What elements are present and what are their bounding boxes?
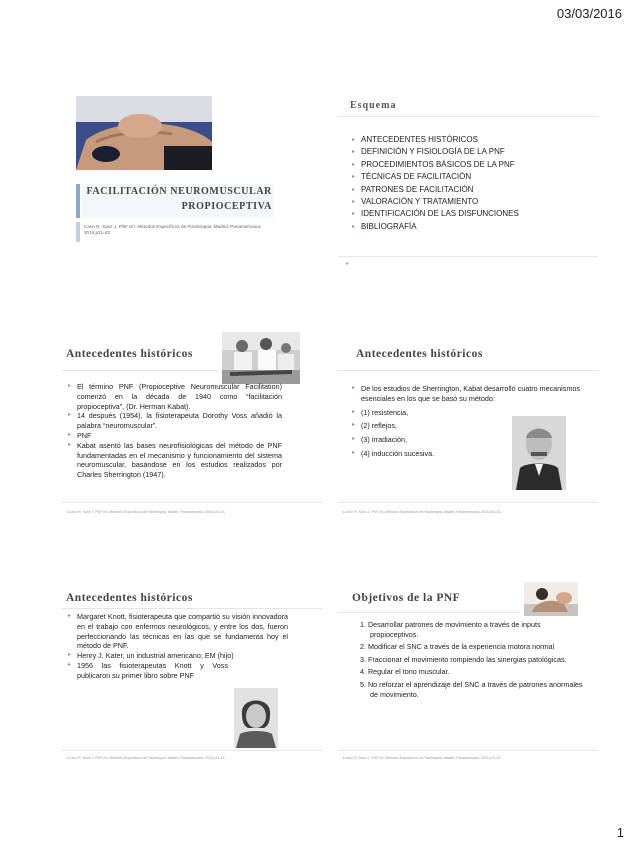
historic-group-photo: [222, 332, 300, 384]
slide-objectives: [338, 572, 598, 762]
list-item: ▸ Kabat asentó las bases neurofisiológicas del método de PNF fundamentadas en el mecanismo y funcionamiento del sistema neuromuscular, basándose en los estudios realizados por Charles Sherrington (1947).: [68, 441, 282, 480]
outline-list: [352, 134, 592, 233]
list-item: ▸ Henry J. Kater, un industrial americano; EM (hijo): [68, 651, 288, 661]
title-separator: [338, 612, 520, 613]
slide-main-title-line2: PROPIOCEPTIVA: [181, 201, 272, 212]
slide-title: [62, 88, 322, 278]
slide-main-title-line1: FACILITACIÓN NEUROMUSCULAR: [86, 186, 272, 197]
title-accent-bar: [76, 184, 80, 218]
footer-separator: [338, 750, 598, 751]
citation: Cano R, Sanz J. PNF En: Métodos Específicos de Fisioterapia. Madrid: Panamericana; 2015 p31-43.: [84, 224, 262, 236]
page-number: 1: [616, 825, 624, 840]
objectives-list: [356, 620, 584, 702]
slide-outline: [338, 88, 598, 278]
list-item: ▸ 1956 las fisioterapeutas Knott y Voss publicaron su primer libro sobre PNF: [68, 661, 288, 681]
list-item: 2. Modificar el SNC a través de la experiencia motora normal: [360, 642, 555, 652]
list-item: 1. Desarrollar patrones de movimiento a través de inputs propioceptivos.: [360, 620, 541, 639]
footer-separator: [338, 502, 598, 503]
title-separator: [338, 370, 598, 371]
document-date: 03/03/2016: [556, 6, 622, 21]
list-item: ▸ (1) resistencia,: [352, 408, 584, 418]
slide-title: Antecedentes históricos: [66, 592, 193, 604]
slide-history-3: [62, 572, 322, 762]
history-list: [68, 382, 282, 480]
history-list: [68, 612, 288, 681]
slide-footer: ▸ Cano R, Sanz J. PNF En: Métodos Específicos de Fisioterapia. Madrid: Panamericana; 2015 p31-43.: [343, 756, 501, 760]
therapy-photo: [76, 96, 212, 170]
list-item: ▸ Margaret Knott, fisioterapeuta que compartió su visión innovadora en el trabajo con enfermos neurológicos, y entre los dos, fueron perfeccionando las técnicas en las que se fundamenta hoy el método de PNF.: [68, 612, 288, 651]
list-item: 5. No reforzar el aprendizaje del SNC a través de patrones anormales de movimiento.: [360, 679, 583, 699]
list-item: ▸ TÉCNICAS DE FACILITACIÓN: [352, 171, 592, 183]
slide-title: Antecedentes históricos: [356, 348, 483, 360]
list-item: ▸ El término PNF (Propioceptive Neuromuscular Facilitation) comenzó en la década de 1940 como “facilitación propioceptiva”, (Dr. Herman Kabat).: [68, 382, 282, 411]
list-item: ▸ 14 después (1954), la fisioterapeuta Dorothy Voss añadió la palabra “neuromuscular”.: [68, 411, 282, 431]
list-item: ▸ (2) reflejos,: [352, 421, 584, 431]
list-item: ▸ (3) irradiación,: [352, 435, 584, 445]
title-separator: [338, 116, 598, 117]
list-item: ▸ De los estudios de Sherrington, Kabat desarrolló cuatro mecanismos esenciales en los que se basó su método:: [352, 384, 584, 404]
slide-title: Objetivos de la PNF: [352, 592, 461, 604]
list-item: 3. Fraccionar el movimiento rompiendo las sinergias patológicas.: [360, 654, 567, 664]
list-item: ▸ PNF: [68, 431, 282, 441]
slide-history-1: [62, 330, 322, 520]
list-item: ▸ BIBLIOGRAFÍA: [352, 221, 592, 233]
list-item: ▸ IDENTIFICACIÓN DE LAS DISFUNCIONES: [352, 208, 592, 220]
slide-title: Antecedentes históricos: [66, 348, 193, 360]
list-item: ▸ VALORACIÓN Y TRATAMIENTO: [352, 196, 592, 208]
slide-footer: ▸ Cano R, Sanz J. PNF En: Métodos Específicos de Fisioterapia. Madrid: Panamericana; 2015 p31-43.: [67, 510, 225, 514]
footer-separator: [338, 256, 598, 257]
list-item: ▸ ANTECEDENTES HISTÓRICOS: [352, 134, 592, 146]
list-item: ▸ DEFINICIÓN Y FISIOLOGÍA DE LA PNF: [352, 146, 592, 158]
slide-title: Esquema: [350, 100, 397, 111]
footer-separator: [62, 502, 322, 503]
citation-accent-bar: [76, 222, 80, 242]
slide-footer: ▸ Cano R, Sanz J. PNF En: Métodos Específicos de Fisioterapia. Madrid: Panamericana; 2015 p31-43.: [67, 756, 225, 760]
list-item: 4. Regular el tono muscular.: [360, 667, 450, 677]
title-separator: [62, 608, 322, 609]
list-item: ▸ PROCEDIMIENTOS BÁSICOS DE LA PNF: [352, 159, 592, 171]
list-item: ▸ (4) inducción sucesiva.: [352, 449, 584, 459]
footer-separator: [62, 750, 322, 751]
list-item: ▸ PATRONES DE FACILITACIÓN: [352, 184, 592, 196]
footer-marker-icon: ▸: [346, 261, 350, 267]
slide-history-2: [338, 330, 598, 520]
knott-portrait: [234, 688, 278, 748]
treatment-photo: [524, 582, 578, 616]
sherrington-portrait: [512, 416, 566, 490]
title-separator: [62, 370, 218, 371]
slide-footer: ▸ Cano R, Sanz J. PNF En: Métodos Específicos de Fisioterapia. Madrid: Panamericana; 2015 p31-43.: [343, 510, 501, 514]
